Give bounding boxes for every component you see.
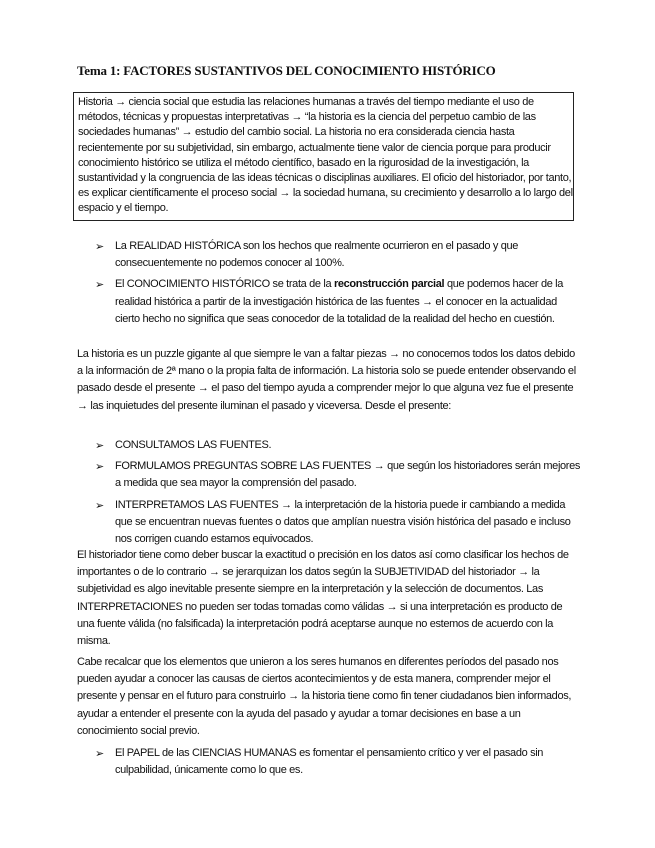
list-item-text: FORMULAMOS PREGUNTAS SOBRE LAS FUENTES → que según los historiadores serán mejores a medida que sea mayor la comprensión del pasado. [115,460,581,490]
list-item-text: El PAPEL de las CIENCIAS HUMANAS es fomentar el pensamiento crítico y ver el pasado sin culpabilidad, únicamente como lo que es. [115,747,544,777]
list-item [95,437,582,454]
arrow-bullet-icon: ➢ [95,240,104,253]
list-item [95,458,582,492]
paragraph-historiador: El historiador tiene como deber buscar la exactitud o precisión en los datos así como clasificar los hechos de importantes o de lo contrario → se jerarquizan los datos según la SUBJETIVIDAD del historiador → la subjetividad es algo inevitable presente siempre en la interpretación y la selección de documentos. Las INTERPRETACIONES no pueden ser todas tomadas como válidas → si una interpretación es producto de una fuente válida (no falsificada) la interpretación podrá aceptarse aunque no estemos de acuerdo con la misma. [77,549,569,648]
list-item [95,276,582,328]
arrow-bullet-icon: ➢ [95,439,104,452]
list-item [95,238,582,272]
paragraph-recalcar: Cabe recalcar que los elementos que unieron a los seres humanos en diferentes períodos del pasado nos pueden ayudar a conocer las causas de ciertos acontecimientos y de esta manera, comprender mejor el presente y pensar en el futuro para construirlo → la historia tiene como fin tener ciudadanos bien informados, ayudar a entender el presente con la ayuda del pasado y ayudar a tomar decisiones en base a un conocimiento social previo. [77,656,572,737]
intro-definition-box [73,92,574,221]
arrow-bullet-icon: ➢ [95,747,104,760]
list-item-text: La REALIDAD HISTÓRICA son los hechos que realmente ocurrieron en el pasado y que consecuentemente no podemos conocer al 100%. [115,240,519,270]
bullet-list-realidad [95,238,582,332]
arrow-bullet-icon: ➢ [95,460,104,474]
list-item-text: CONSULTAMOS LAS FUENTES. [115,439,272,451]
list-item [95,497,582,549]
arrow-bullet-icon: ➢ [95,278,104,292]
bullet-list-ciencias [95,745,582,783]
list-item-text: que podemos hacer de la realidad histórica a partir de la investigación histórica de las fuentes → el conocer en la actualidad cierto hecho no significa que seas conocedor de la totalidad de la realidad del hecho en cuestión. [115,278,564,325]
page-title: Tema 1: FACTORES SUSTANTIVOS DEL CONOCIMIENTO HISTÓRICO [77,63,496,78]
paragraph-puzzle: La historia es un puzzle gigante al que siempre le van a faltar piezas → no conocemos todos los datos debido a la información de 2ª mano o la propia falta de información. La historia solo se puede entender observando el pasado desde el presente → el paso del tiempo ayuda a comprender mejor lo que alguna vez fue el presente → las inquietudes del presente iluminan el pasado y viceversa. Desde el presente: [77,348,576,412]
arrow-bullet-icon: ➢ [95,498,104,512]
intro-text: Historia → ciencia social que estudia las relaciones humanas a través del tiempo mediante el uso de métodos, técnicas y propuestas interpretativas → “la historia es la ciencia del perpetuo cambio de las sociedades humanas” → estudio del cambio social. La historia no era considerada ciencia hasta recientemente por su subjetividad, sin embargo, actualmente tiene valor de ciencia porque para producir conocimiento histórico se utiliza el método científico, basado en la rigurosidad de la investigación, la sustantividad y la congruencia de las ideas técnicas o disciplinas auxiliares. El oficio del historiador, por tanto, es explicar científicamente el proceso social → la sociedad humana, su crecimiento y desarrollo a lo largo del espacio y el tiempo. [78,96,573,215]
list-item [95,745,582,779]
bullet-list-fuentes [95,437,582,552]
list-item-text: El CONOCIMIENTO HISTÓRICO se trata de la [115,278,334,291]
list-item-text: INTERPRETAMOS LAS FUENTES → la interpretación de la historia puede ir cambiando a medida que se encuentran nuevas fuentes o datos que amplían nuestra visión histórica del pasado e incluso nos corrigen cuando estamos equivocados. [115,498,571,546]
list-item-emphasis: reconstrucción parcial [333,278,445,291]
